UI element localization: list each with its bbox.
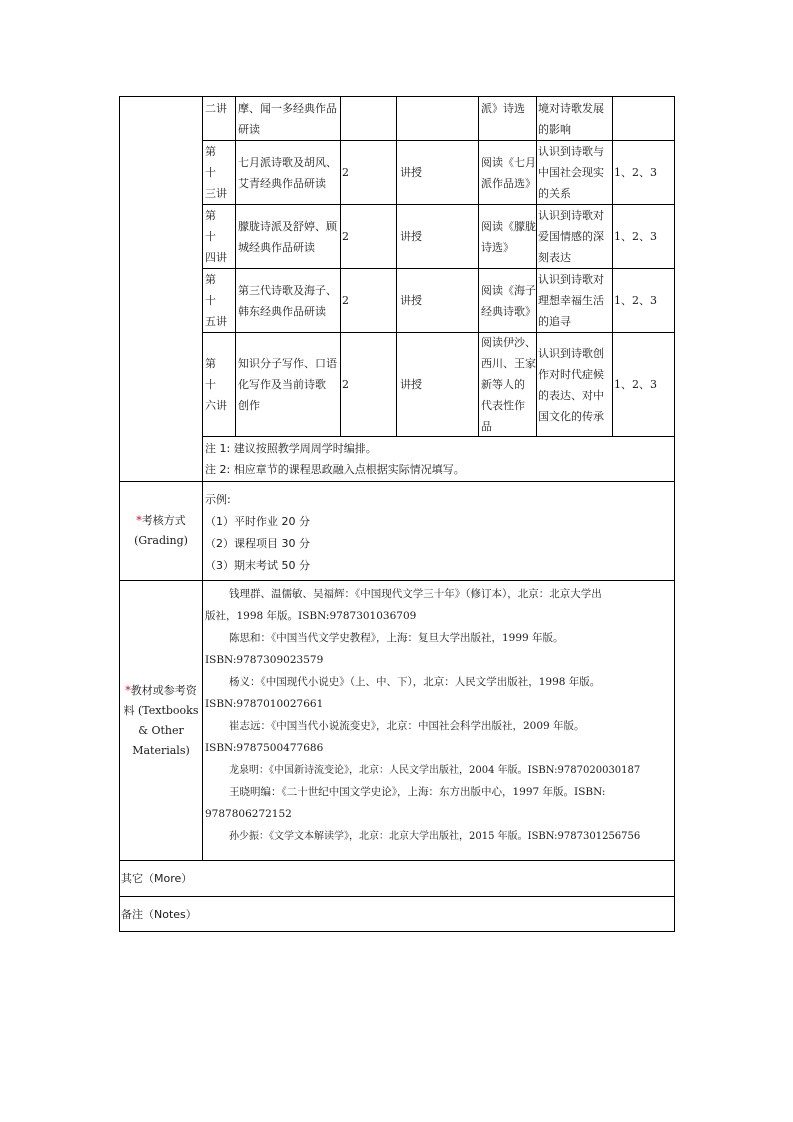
method-value: 讲授 [400, 166, 422, 179]
section-divider [119, 481, 675, 482]
schedule-col-divider [340, 96, 341, 436]
method-cell [400, 269, 476, 332]
schedule-notes [205, 438, 673, 480]
hours-cell [342, 141, 392, 204]
lecture-label: 第 十 [205, 145, 227, 179]
schedule-row-divider [202, 436, 675, 437]
goal-line: 境对诗歌发展 [538, 102, 604, 115]
method-cell [400, 205, 476, 268]
materials-label-en: Materials) [132, 743, 190, 757]
assignment-line: 新等人的 [481, 378, 525, 391]
materials-label-en: (Textbooks [137, 703, 199, 717]
content-cell [238, 333, 340, 436]
goal-line: 中国社会现实 [538, 166, 604, 179]
goal-line: 认识到诗歌创 [538, 346, 604, 360]
reference-line: 陈思和：《中国当代文学史教程》，上海：复旦大学出版社，1999 年版。 [229, 632, 564, 644]
method-value: 讲授 [400, 294, 422, 307]
goal-line: 作对时代症候 [538, 367, 604, 381]
assignment-cell [481, 269, 537, 332]
goal-cell [538, 98, 612, 140]
schedule-col-divider [396, 96, 397, 436]
method-cell [400, 333, 476, 436]
lecture-cell [205, 141, 235, 204]
materials-label-cn: 料 [123, 703, 135, 717]
more-label-text: 其它（More） [121, 872, 193, 885]
content-line: 摩、闻一多经典作品 [238, 102, 337, 115]
hours-cell [342, 333, 392, 436]
schedule-col-divider [612, 96, 613, 436]
content-cell [238, 98, 340, 140]
lecture-label: 二讲 [205, 102, 227, 115]
goal-cell [538, 269, 612, 332]
reference-line: 崔志远：《中国当代小说流变史》，北京：中国社会科学出版社，2009 年版。 [229, 720, 585, 732]
assignment-line: 诗选》 [481, 240, 514, 254]
goal-line: 国文化的传承 [538, 409, 604, 423]
more-label [121, 861, 201, 896]
assignment-line: 阅读伊沙、 [481, 336, 536, 349]
content-line: 城经典作品研读 [238, 240, 315, 254]
method-value: 讲授 [400, 230, 422, 243]
reference-line: ISBN:9787010027661 [205, 698, 324, 710]
method-cell [400, 141, 476, 204]
grading-line: （2）课程项目 30 分 [205, 537, 310, 550]
required-mark: * [136, 514, 142, 527]
grading-label-cn: 考核方式 [141, 514, 186, 527]
assignment-cell [481, 98, 537, 119]
reference-line: 杨义：《中国现代小说史》（上、中、下），北京：人民文学出版社，1998 年版。 [229, 676, 601, 688]
content-cell [238, 141, 340, 204]
lecture-cell [205, 98, 235, 119]
goal-cell [538, 205, 612, 268]
section-divider [119, 580, 675, 581]
schedule-col-divider [235, 96, 236, 436]
goal-line: 爱国情感的深 [538, 230, 604, 243]
objectives-value: 1、2、3 [614, 294, 657, 307]
assignment-line: 阅读《七月 [481, 155, 536, 169]
lecture-label: 四讲 [205, 251, 227, 264]
grading-label [120, 482, 202, 580]
notes-label [121, 897, 201, 931]
more-value [205, 861, 673, 896]
notes-value [205, 897, 673, 931]
hours-cell [342, 205, 392, 268]
reference-line: 龙泉明：《中国新诗流变论》，北京：人民文学出版社，2004 年版。ISBN:9787020030187 [229, 765, 641, 776]
content-line: 朦胧诗派及舒婷、顾 [238, 219, 337, 233]
goal-line: 刻表达 [538, 251, 571, 264]
reference-line: 钱理群、温儒敏、吴福辉：《中国现代文学三十年》（修订本），北京：北京大学出 [229, 588, 602, 600]
required-mark: * [125, 683, 131, 697]
objectives-value: 1、2、3 [614, 230, 657, 243]
content-line: 知识分子写作、口语 [238, 357, 337, 370]
objectives-cell [614, 141, 674, 204]
reference-line: 孙少振：《文学文本解读学》，北京：北京大学出版社，2015 年版。ISBN:9787301256756 [229, 831, 641, 842]
reference-line: ISBN:9787309023579 [205, 654, 324, 666]
assignment-line: 派》诗选 [481, 102, 525, 115]
table-border-bottom [119, 931, 675, 932]
objectives-cell [614, 269, 674, 332]
assignment-line: 品 [481, 420, 492, 433]
schedule-col-divider [478, 96, 479, 436]
materials-label [120, 581, 202, 860]
lecture-label: 六讲 [205, 399, 227, 412]
assignment-line: 阅读《海子 [481, 283, 536, 297]
goal-line: 的表达、对中 [538, 388, 604, 402]
schedule-note: 注 1: 建议按照教学周周学时编排。 [205, 442, 377, 455]
assignment-line: 西川、王家 [481, 357, 536, 370]
content-line: 化写作及当前诗歌 [238, 378, 326, 391]
hours-value: 2 [342, 294, 349, 307]
assignment-line: 阅读《朦胧 [481, 219, 536, 233]
grading-line: （1）平时作业 20 分 [205, 515, 310, 528]
grading-content [205, 489, 673, 577]
objectives-value: 1、2、3 [614, 166, 657, 179]
materials-label-en: & Other [138, 723, 184, 737]
goal-cell [538, 333, 612, 436]
lecture-label: 第 十 [205, 209, 227, 243]
content-line: 研读 [238, 123, 260, 136]
assignment-line: 经典诗歌》 [481, 304, 536, 318]
content-line: 创作 [238, 399, 260, 412]
goal-line: 认识到诗歌对 [538, 209, 604, 222]
lecture-cell [205, 333, 235, 436]
hours-value: 2 [342, 230, 349, 243]
label-column-divider [202, 96, 203, 860]
objectives-cell [614, 333, 674, 436]
goal-cell [538, 141, 612, 204]
grading-line: 示例: [205, 493, 231, 506]
content-line: 第三代诗歌及海子、 [238, 283, 337, 297]
goal-line: 的影响 [538, 123, 571, 136]
content-line: 韩东经典作品研读 [238, 304, 326, 318]
reference-line: ISBN:9787500477686 [205, 742, 324, 754]
assignment-cell [481, 205, 537, 268]
goal-line: 的追寻 [538, 315, 571, 328]
method-value: 讲授 [400, 378, 422, 391]
hours-value: 2 [342, 378, 349, 391]
objectives-value: 1、2、3 [614, 378, 657, 391]
hours-value: 2 [342, 166, 349, 179]
goal-line: 的关系 [538, 187, 571, 200]
notes-label-text: 备注（Notes） [121, 907, 197, 921]
assignment-line: 派作品选》 [481, 176, 536, 190]
reference-line: 9787806272152 [205, 808, 292, 820]
grading-line: （3）期末考试 50 分 [205, 559, 310, 572]
grading-label-en: (Grading) [134, 534, 188, 547]
assignment-cell [481, 333, 537, 436]
lecture-cell [205, 269, 235, 332]
lecture-label: 三讲 [205, 187, 227, 200]
content-line: 七月派诗歌及胡风、 [238, 155, 337, 169]
goal-line: 认识到诗歌与 [538, 145, 604, 158]
content-cell [238, 205, 340, 268]
assignment-cell [481, 141, 537, 204]
lecture-cell [205, 205, 235, 268]
lecture-label: 第 十 [205, 357, 227, 391]
objectives-cell [614, 205, 674, 268]
assignment-line: 代表性作 [481, 399, 525, 412]
goal-line: 认识到诗歌对 [538, 273, 604, 286]
materials-label-cn: 教材或参考资 [130, 683, 197, 697]
reference-line: 王晓明编：《二十世纪中国文学史论》，上海：东方出版中心，1997 年版。ISBN: [229, 786, 606, 798]
hours-cell [342, 269, 392, 332]
schedule-note: 注 2: 相应章节的课程思政融入点根据实际情况填写。 [205, 463, 465, 476]
content-cell [238, 269, 340, 332]
lecture-label: 五讲 [205, 315, 227, 328]
goal-line: 理想幸福生活 [538, 294, 604, 307]
lecture-label: 第 十 [205, 273, 227, 307]
content-line: 艾青经典作品研读 [238, 176, 326, 190]
reference-line: 版社，1998 年版。ISBN:9787301036709 [205, 610, 417, 622]
